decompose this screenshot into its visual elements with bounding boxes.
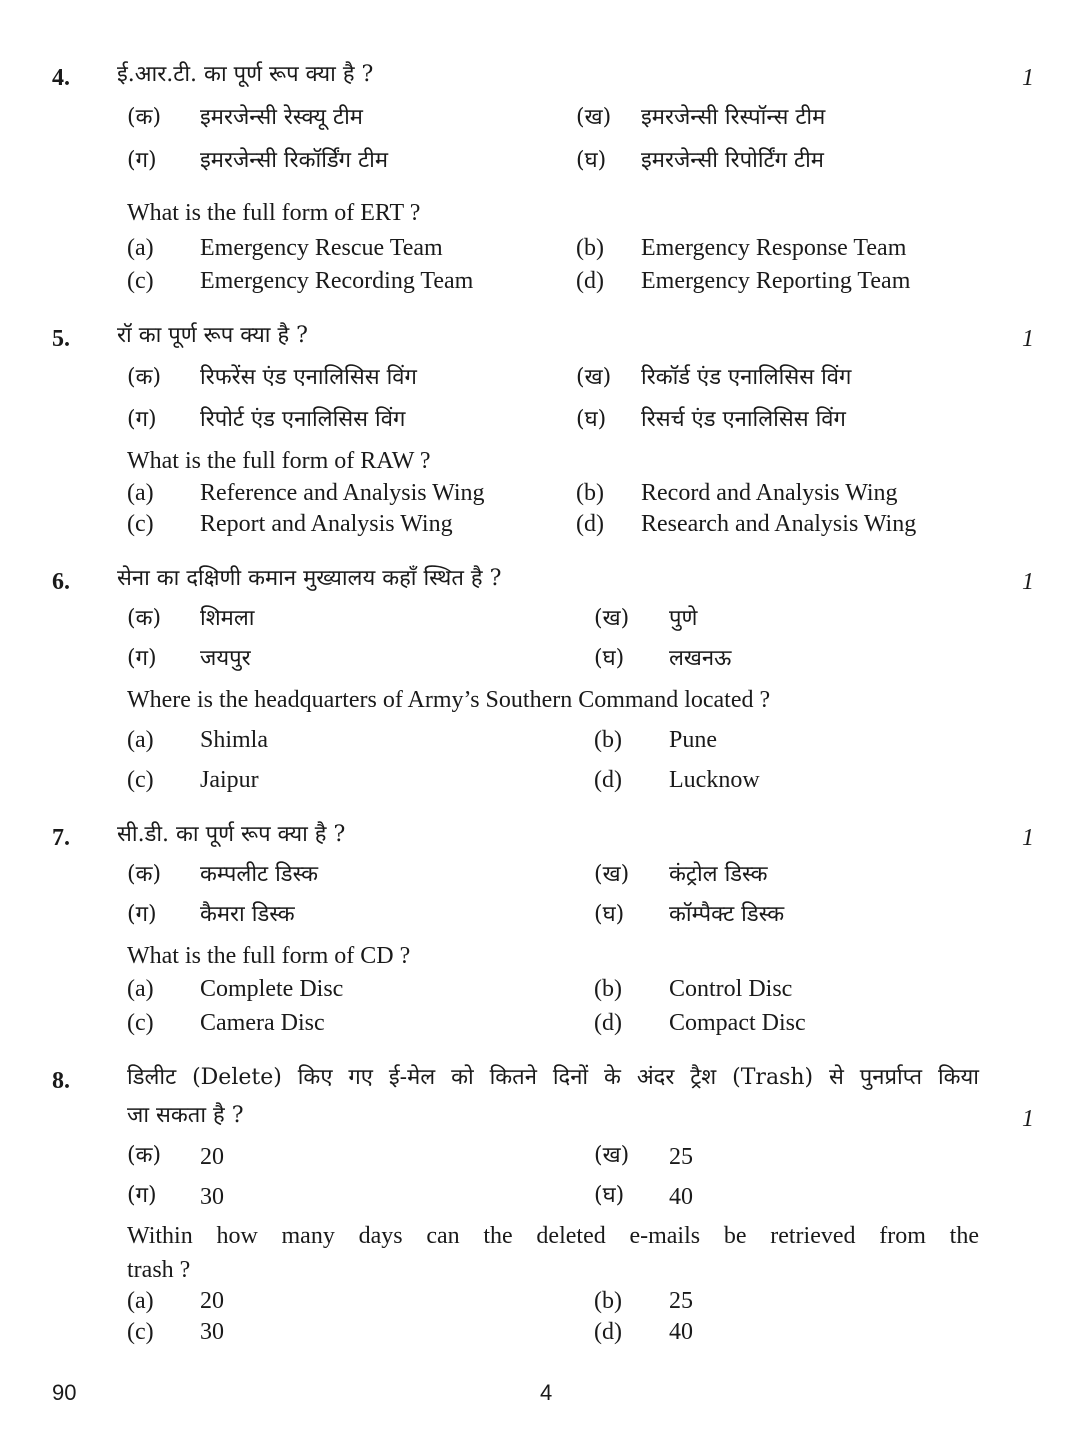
- option-text: Jaipur: [200, 767, 259, 793]
- option-text: इमरजेन्सी रिस्पॉन्स टीम: [641, 105, 826, 130]
- option-text: इमरजेन्सी रिकॉर्डिंग टीम: [200, 148, 389, 173]
- question-text-hindi: सी.डी. का पूर्ण रूप क्या है ?: [117, 822, 346, 847]
- question-number: 6.: [52, 569, 70, 595]
- question-number: 7.: [52, 825, 70, 851]
- option-label: (ख): [576, 365, 612, 390]
- option-label: (c): [127, 268, 154, 294]
- option-text: कंट्रोल डिस्क: [669, 862, 768, 887]
- option-label: (क): [127, 862, 162, 887]
- option-text: 20: [200, 1144, 224, 1170]
- paper-code: 90: [52, 1380, 77, 1405]
- question-text-english: Where is the headquarters of Army’s Southern Command located ?: [127, 687, 771, 713]
- option-text: Control Disc: [669, 976, 793, 1002]
- question-text-hindi: रॉ का पूर्ण रूप क्या है ?: [117, 323, 308, 348]
- option-text: Camera Disc: [200, 1010, 325, 1036]
- option-text: कम्पलीट डिस्क: [200, 862, 319, 887]
- option-label: (ख): [594, 606, 630, 631]
- option-label: (ग): [127, 1183, 157, 1208]
- option-text: Emergency Reporting Team: [641, 268, 911, 294]
- option-text: रिपोर्ट एंड एनालिसिस विंग: [200, 407, 406, 432]
- option-label: (a): [127, 480, 154, 506]
- option-label: (d): [576, 268, 604, 294]
- option-text: कैमरा डिस्क: [200, 902, 295, 927]
- marks: 1: [1022, 65, 1034, 91]
- marks: 1: [1022, 326, 1034, 352]
- option-label: (c): [127, 511, 154, 537]
- option-text: इमरजेन्सी रेस्क्यू टीम: [200, 105, 363, 130]
- marks: 1: [1022, 1106, 1034, 1132]
- question-number: 5.: [52, 326, 70, 352]
- option-text: Emergency Rescue Team: [200, 235, 443, 261]
- option-text: 25: [669, 1288, 693, 1314]
- option-label: (ग): [127, 407, 157, 432]
- question-text-hindi: सेना का दक्षिणी कमान मुख्यालय कहाँ स्थित है ?: [117, 566, 502, 591]
- question-text-english: What is the full form of ERT ?: [127, 200, 421, 226]
- page-number: 4: [540, 1380, 553, 1405]
- option-text: Shimla: [200, 727, 269, 753]
- option-text: Pune: [669, 727, 717, 753]
- option-label: (ग): [127, 902, 157, 927]
- option-text: 30: [200, 1184, 224, 1210]
- option-text: Compact Disc: [669, 1010, 806, 1036]
- option-label: (क): [127, 606, 162, 631]
- option-text: 40: [669, 1319, 693, 1345]
- option-label: (a): [127, 727, 154, 753]
- option-label: (क): [127, 365, 162, 390]
- option-label: (b): [576, 480, 604, 506]
- question-text-hindi: ई.आर.टी. का पूर्ण रूप क्या है ?: [117, 62, 374, 87]
- option-text: रिकॉर्ड एंड एनालिसिस विंग: [641, 365, 852, 390]
- option-label: (घ): [576, 148, 607, 173]
- option-text: पुणे: [669, 606, 698, 631]
- option-text: Record and Analysis Wing: [641, 480, 898, 506]
- option-text: Report and Analysis Wing: [200, 511, 453, 537]
- option-label: (a): [127, 235, 154, 261]
- option-label: (a): [127, 1288, 154, 1314]
- option-text: Reference and Analysis Wing: [200, 480, 485, 506]
- option-text: शिमला: [200, 606, 255, 631]
- option-text: जयपुर: [200, 646, 251, 671]
- option-label: (घ): [594, 902, 625, 927]
- option-label: (क): [127, 1143, 162, 1168]
- question-number: 8.: [52, 1068, 70, 1094]
- question-text-english: What is the full form of CD ?: [127, 943, 411, 969]
- option-label: (c): [127, 1010, 154, 1036]
- option-text: कॉम्पैक्ट डिस्क: [669, 902, 785, 927]
- option-label: (b): [594, 727, 622, 753]
- option-text: Emergency Recording Team: [200, 268, 474, 294]
- option-label: (ग): [127, 646, 157, 671]
- option-label: (a): [127, 976, 154, 1002]
- question-text-english-line1: Within how many days can the deleted e-mails be retrieved from the: [127, 1223, 979, 1249]
- question-number: 4.: [52, 65, 70, 91]
- option-text: Lucknow: [669, 767, 760, 793]
- option-label: (घ): [594, 646, 625, 671]
- option-label: (क): [127, 105, 162, 130]
- option-label: (ख): [594, 862, 630, 887]
- option-label: (b): [594, 1288, 622, 1314]
- option-text: इमरजेन्सी रिपोर्टिंग टीम: [641, 148, 824, 173]
- option-label: (d): [576, 511, 604, 537]
- question-text-hindi-line2: जा सकता है ?: [127, 1103, 244, 1128]
- option-text: रिफरेंस एंड एनालिसिस विंग: [200, 365, 417, 390]
- option-text: 30: [200, 1319, 224, 1345]
- marks: 1: [1022, 825, 1034, 851]
- marks: 1: [1022, 569, 1034, 595]
- option-text: Emergency Response Team: [641, 235, 907, 261]
- option-label: (ख): [594, 1143, 630, 1168]
- option-text: लखनऊ: [669, 646, 732, 671]
- option-text: 25: [669, 1144, 693, 1170]
- option-label: (d): [594, 767, 622, 793]
- question-text-english-line2: trash ?: [127, 1257, 191, 1283]
- option-label: (घ): [594, 1183, 625, 1208]
- question-text-hindi-line1: डिलीट (Delete) किए गए ई-मेल को कितने दिनों के अंदर ट्रैश (Trash) से पुनर्प्राप्त किया: [127, 1065, 979, 1090]
- option-label: (c): [127, 1319, 154, 1345]
- option-label: (ग): [127, 148, 157, 173]
- option-label: (ख): [576, 105, 612, 130]
- option-label: (b): [576, 235, 604, 261]
- option-label: (c): [127, 767, 154, 793]
- question-text-english: What is the full form of RAW ?: [127, 448, 431, 474]
- option-text: 20: [200, 1288, 224, 1314]
- option-text: 40: [669, 1184, 693, 1210]
- option-label: (d): [594, 1319, 622, 1345]
- option-label: (घ): [576, 407, 607, 432]
- option-label: (b): [594, 976, 622, 1002]
- option-text: रिसर्च एंड एनालिसिस विंग: [641, 407, 846, 432]
- option-label: (d): [594, 1010, 622, 1036]
- option-text: Research and Analysis Wing: [641, 511, 917, 537]
- option-text: Complete Disc: [200, 976, 344, 1002]
